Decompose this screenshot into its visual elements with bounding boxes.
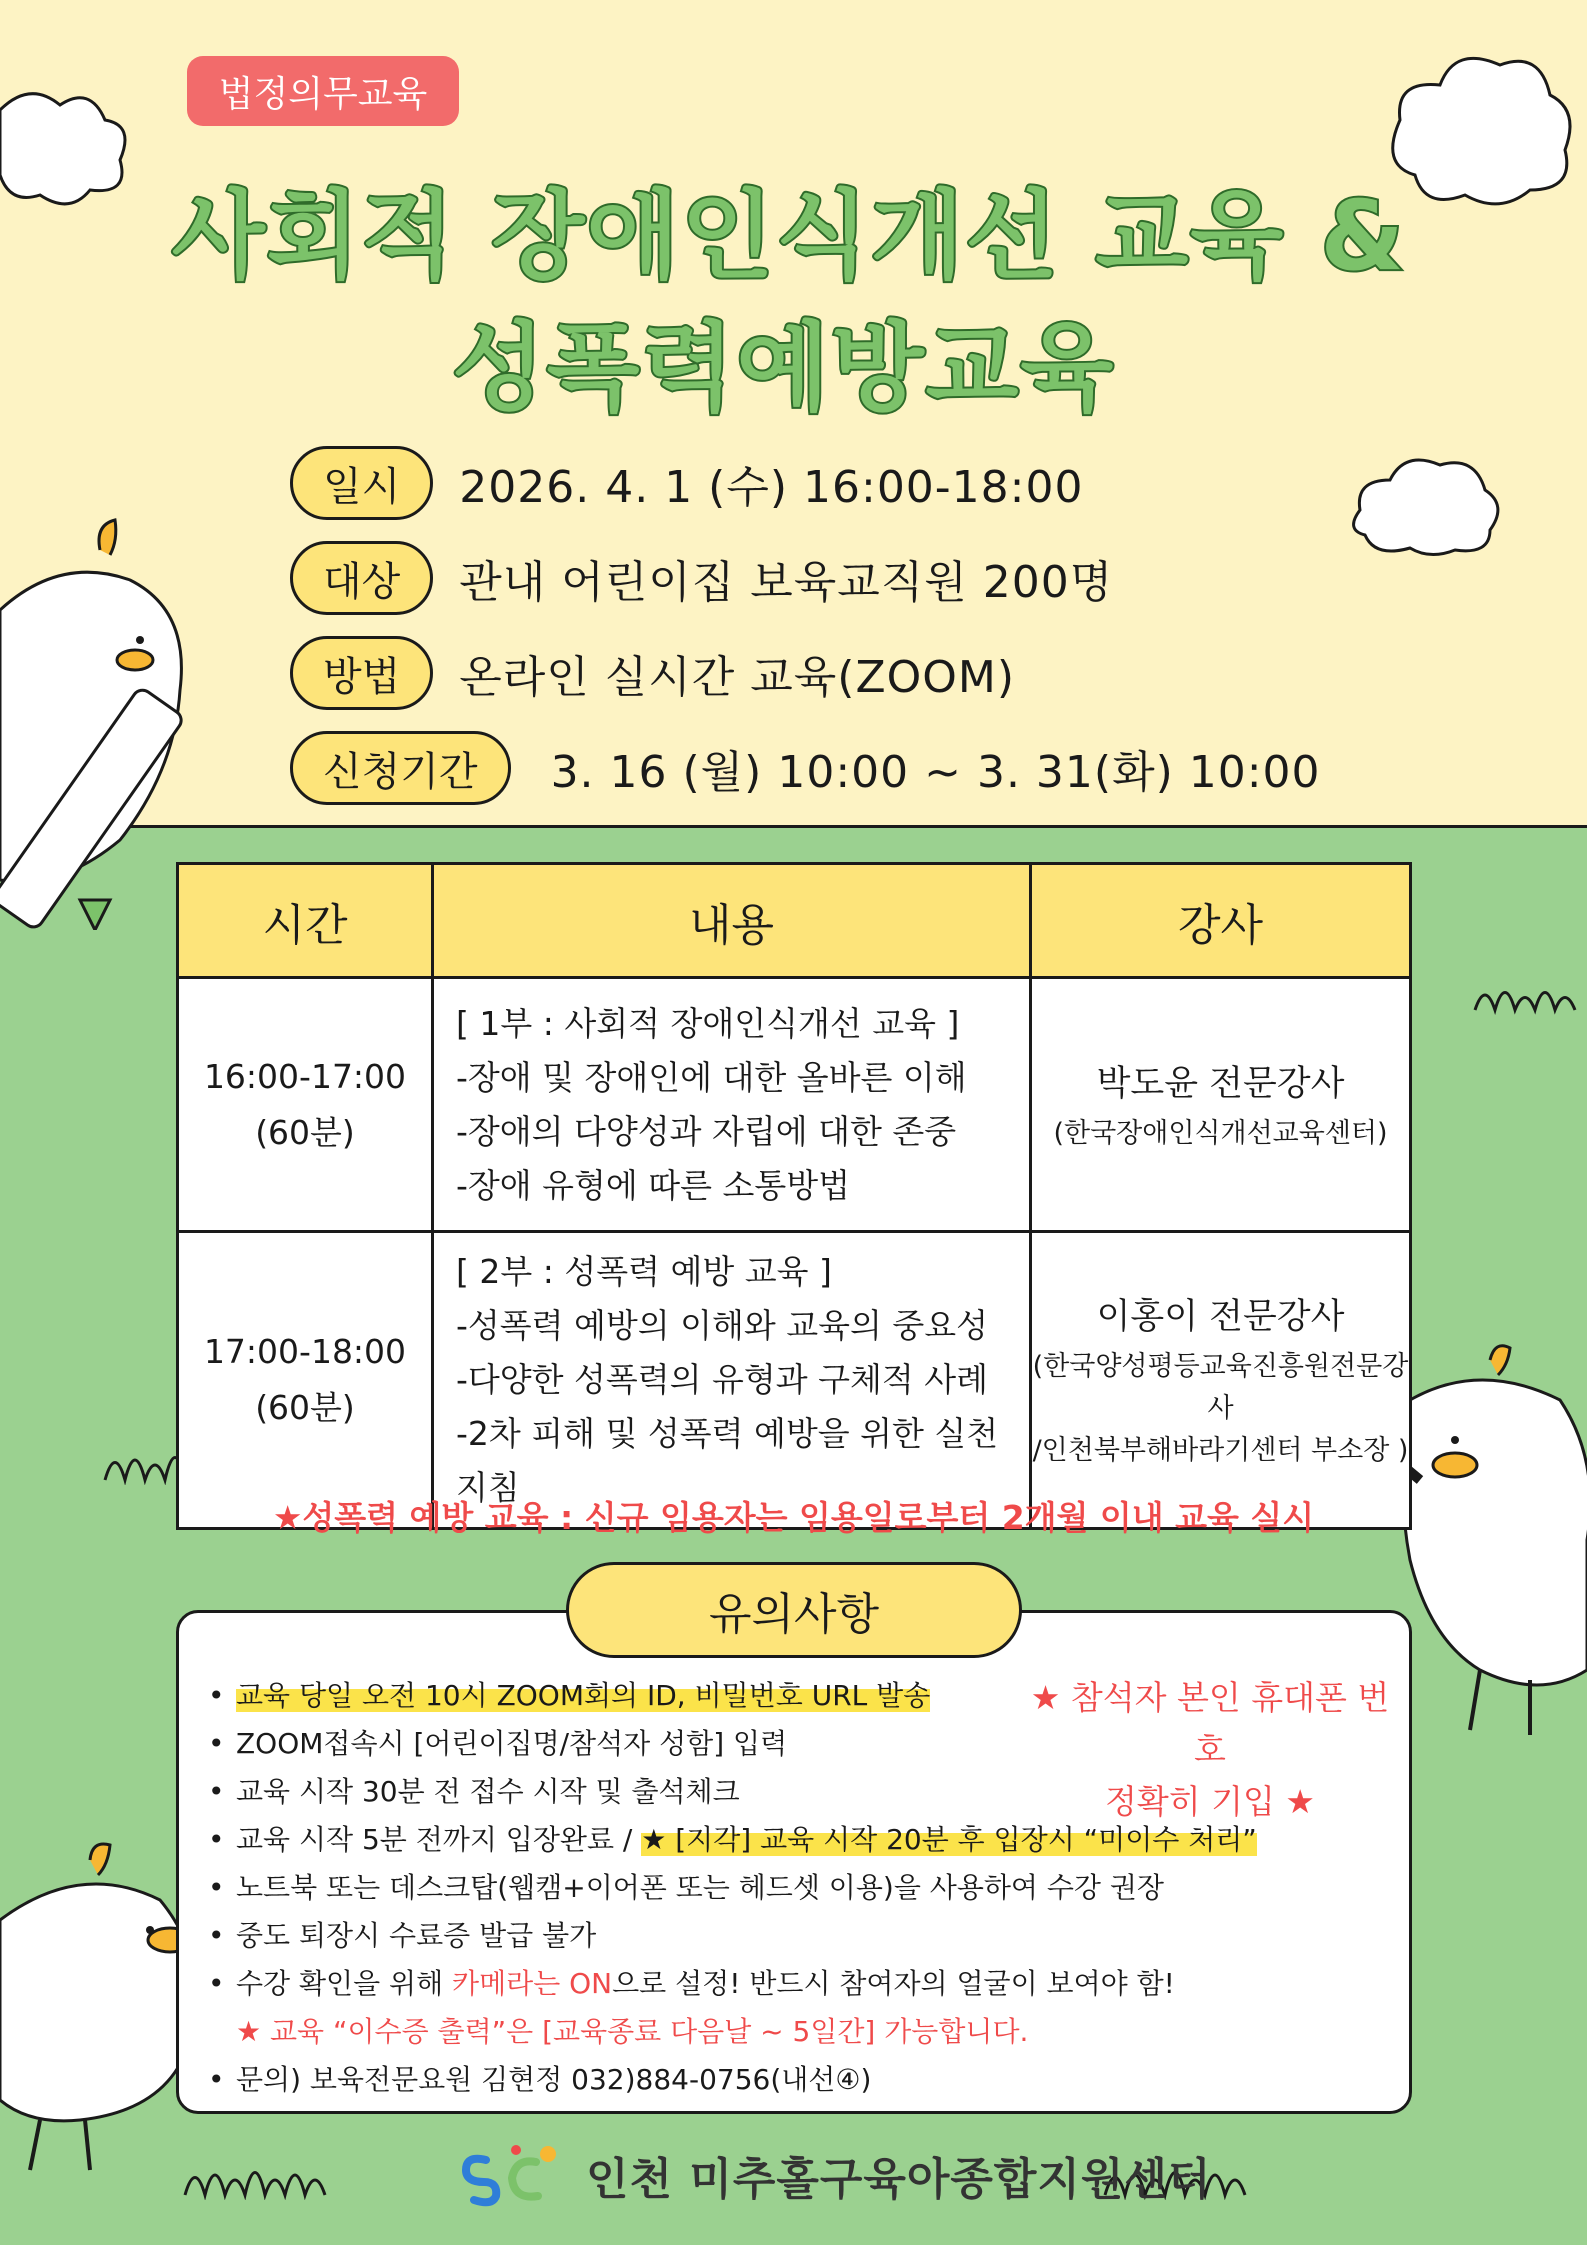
time-cell <box>178 1232 433 1529</box>
center-logo-icon <box>456 2140 566 2210</box>
main-title-line1: 사회적 장애인식개선 교육 & <box>172 180 1407 292</box>
list-item-certificate: ★ 교육 “이수증 출력”은 [교육종료 다음날 ~ 5일간] 가능합니다. <box>236 2015 1029 2048</box>
session-title: [ 1부 : 사회적 장애인식개선 교육 ] <box>456 1003 960 1043</box>
duration: (60분) <box>255 1388 355 1427</box>
list-item: • 노트북 또는 데스크탑(웹캠+이어폰 또는 헤드셋 이용)을 사용하여 수강 권장 <box>208 1864 1257 1912</box>
method-label-pill: 방법 <box>290 636 433 710</box>
info-row-target <box>290 541 1113 615</box>
method-value: 온라인 실시간 교육(ZOOM) <box>459 652 1015 703</box>
late-entry-text: ★ [지각] 교육 시작 20분 후 입장시 “미이수 처리” <box>641 1823 1257 1856</box>
time-range: 17:00-18:00 <box>203 1332 407 1371</box>
content-item: -장애 및 장애인에 대한 올바른 이해 <box>456 1057 967 1097</box>
date-value: 2026. 4. 1 (수) 16:00-18:00 <box>459 462 1084 513</box>
info-row-period <box>290 731 1321 805</box>
time-cell <box>178 978 433 1232</box>
schedule-table <box>176 862 1412 1530</box>
lecturer-org: /인천북부해바라기센터 부소장 ) <box>1032 1435 1409 1466</box>
date-label-pill: 일시 <box>290 446 433 520</box>
camera-text-prefix: 수강 확인을 위해 <box>236 1967 453 2000</box>
center-name: 인천 미추홀구육아종합지원센터 <box>586 2154 1212 2205</box>
header-lecturer: 강사 <box>1031 864 1411 978</box>
list-item: • 교육 시작 30분 전 접수 시작 및 출석체크 <box>208 1768 1257 1816</box>
duration: (60분) <box>255 1112 355 1152</box>
content-cell <box>433 1232 1031 1529</box>
content-item: -2차 피해 및 성폭력 예방을 위한 실천 지침 <box>456 1414 999 1507</box>
lecturer-cell <box>1031 1232 1411 1529</box>
target-label-pill: 대상 <box>290 541 433 615</box>
new-hire-warning: ★성폭력 예방 교육 : 신규 임용자는 임용일로부터 2개월 이내 교육 실시 <box>272 1498 1315 1537</box>
content-item: -장애의 다양성과 자립에 대한 존중 <box>456 1111 957 1151</box>
header-content: 내용 <box>433 864 1031 978</box>
footer <box>456 2140 1211 2210</box>
list-item: • 중도 퇴장시 수료증 발급 불가 <box>208 1912 1257 1960</box>
table-row <box>178 978 1411 1232</box>
content-item: -장애 유형에 따른 소통방법 <box>456 1165 851 1205</box>
info-row-date <box>290 446 1083 520</box>
entry-deadline-text: 교육 시작 5분 전까지 입장완료 / <box>236 1823 642 1856</box>
lecturer-org: (한국장애인식개선교육센터) <box>1053 1117 1388 1149</box>
camera-text-suffix: 으로 설정! 반드시 참여자의 얼굴이 보여야 함! <box>612 1967 1175 2000</box>
session-title: [ 2부 : 성폭력 예방 교육 ] <box>456 1252 832 1291</box>
time-range: 16:00-17:00 <box>203 1056 407 1096</box>
list-item <box>208 1960 1257 2008</box>
info-row-method <box>290 636 1015 710</box>
lecturer-name: 박도윤 전문강사 <box>1096 1063 1345 1104</box>
grass-icon <box>180 2140 330 2200</box>
content-item: -성폭력 예방의 이해와 교육의 중요성 <box>456 1306 989 1345</box>
content-cell <box>433 978 1031 1232</box>
cloud-icon <box>0 80 140 220</box>
lecturer-name: 이홍이 전문강사 <box>1096 1297 1345 1337</box>
table-row <box>178 1232 1411 1529</box>
table-header-row <box>178 864 1411 978</box>
camera-on-text: 카메라는 ON <box>452 1967 613 2000</box>
target-value: 관내 어린이집 보육교직원 200명 <box>459 557 1114 608</box>
period-value: 3. 16 (월) 10:00 ~ 3. 31(화) 10:00 <box>550 747 1321 798</box>
mandatory-education-badge: 법정의무교육 <box>187 56 459 126</box>
content-item: -다양한 성폭력의 유형과 구체적 사례 <box>456 1360 989 1399</box>
period-label-pill: 신청기간 <box>290 731 511 805</box>
lecturer-cell <box>1031 978 1411 1232</box>
phone-note-line2: 정확히 기입 ★ <box>1105 1782 1315 1821</box>
cloud-icon <box>1340 450 1510 560</box>
list-item: • ZOOM접속시 [어린이집명/참석자 성함] 입력 <box>208 1720 1257 1768</box>
phone-note-line1: ★ 참석자 본인 휴대폰 번호 <box>1030 1678 1390 1769</box>
list-item-contact: • 문의) 보육전문요원 김현정 032)884-0756(내선④) <box>208 2056 1257 2104</box>
header-time: 시간 <box>178 864 433 978</box>
notice-title: 유의사항 <box>566 1562 1022 1658</box>
phone-number-note <box>1020 1672 1400 1828</box>
lecturer-org: (한국양성평등교육진흥원전문강사 <box>1032 1351 1409 1424</box>
grass-icon <box>1470 965 1580 1015</box>
highlighted-text: 교육 당일 오전 10시 ZOOM회의 ID, 비밀번호 URL 발송 <box>236 1679 931 1712</box>
main-title-line2: 성폭력예방교육 <box>452 312 1116 424</box>
